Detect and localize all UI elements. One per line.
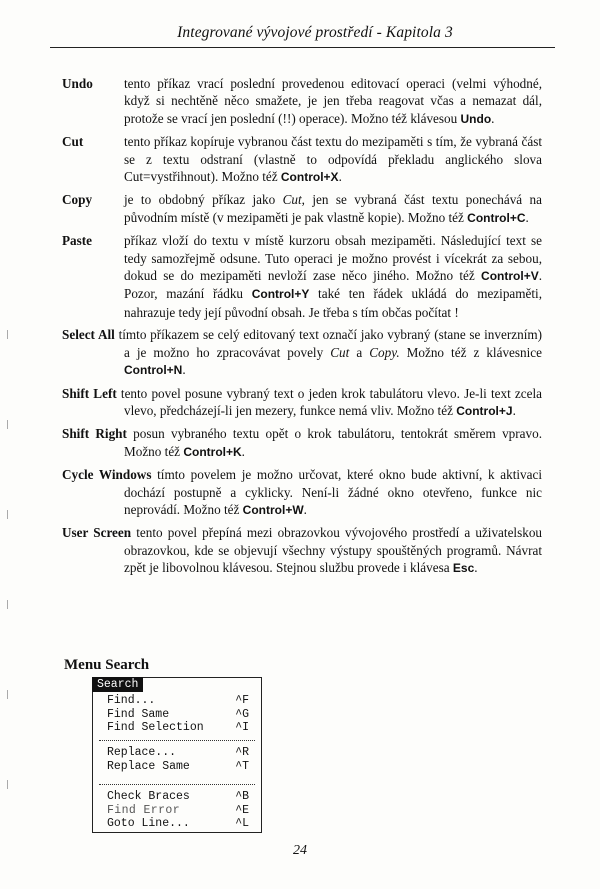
binding-mark bbox=[7, 420, 8, 429]
term-select-all: Select All bbox=[62, 327, 115, 343]
menu-item-check-braces[interactable] bbox=[93, 790, 261, 804]
entry-cut-text bbox=[124, 133, 542, 186]
menu-group-misc bbox=[93, 790, 261, 831]
entry-copy-text bbox=[124, 191, 542, 227]
menu-title: Search bbox=[92, 677, 143, 692]
menu-item-label: Check Braces bbox=[107, 790, 190, 803]
entry-text: tento příkaz vrací poslední provedenou editovací operaci (velmi výhodné, když si nechtěně něco smažete, je jen třeba reagovat včas a nemazat dál, protože se vrací jen poslední (!!) operace). Možno též klávesou bbox=[124, 76, 542, 126]
entry-punct: . bbox=[491, 110, 495, 126]
binding-mark bbox=[7, 510, 8, 519]
entry-copy bbox=[62, 191, 542, 227]
header-rule bbox=[50, 47, 555, 48]
entry-emphasis: Cut bbox=[330, 344, 350, 360]
menu-item-shortcut: ^L bbox=[235, 817, 249, 830]
menu-item-find-error bbox=[93, 804, 261, 818]
key-undo: Undo bbox=[460, 111, 492, 126]
key-control-w: Control+W bbox=[242, 502, 304, 517]
term-cut: Cut bbox=[62, 134, 84, 150]
menu-item-replace-same[interactable] bbox=[93, 760, 261, 774]
key-control-k: Control+K bbox=[183, 444, 242, 459]
key-control-x: Control+X bbox=[280, 170, 339, 185]
menu-separator bbox=[99, 784, 255, 785]
entry-punct: . bbox=[182, 362, 186, 378]
entry-cut bbox=[62, 133, 542, 186]
entry-user-screen bbox=[62, 524, 542, 577]
binding-mark bbox=[7, 330, 8, 339]
key-control-c: Control+C bbox=[467, 210, 526, 225]
entry-shift-left-text bbox=[62, 385, 542, 421]
menu-group-find bbox=[93, 694, 261, 735]
search-menu bbox=[92, 677, 262, 833]
binding-mark bbox=[7, 690, 8, 699]
menu-item-label: Find Same bbox=[107, 707, 170, 721]
entry-punct: . bbox=[474, 560, 478, 576]
term-shift-right: Shift Right bbox=[62, 426, 127, 442]
entry-cycle-windows-text bbox=[62, 466, 542, 519]
menu-item-label: Goto Line... bbox=[107, 817, 190, 830]
entry-shift-right-text bbox=[62, 425, 542, 461]
binding-mark bbox=[7, 780, 8, 789]
entry-paste bbox=[62, 232, 542, 321]
entry-text: tímto příkazem se celý editovaný text označí jako vybraný (stane se inverzním) a je možno ho zpracovávat povely bbox=[114, 327, 543, 360]
entry-punct: . bbox=[525, 209, 529, 225]
entry-text: příkaz vloží do textu v místě kurzoru obsah mezipaměti. Následující text se tedy samozřejmě odsune. Tuto operaci je možno provést i vícekrát za sebou, dokud se do mezipaměti nevloží zase něco jiného. Možno též bbox=[124, 233, 542, 284]
key-esc: Esc bbox=[452, 561, 475, 576]
entry-punct: . bbox=[241, 443, 245, 459]
menu-group-replace bbox=[93, 746, 261, 773]
menu-item-label: Find... bbox=[107, 694, 156, 707]
menu-item-shortcut: ^E bbox=[235, 803, 249, 817]
menu-item-label: Replace... bbox=[107, 746, 177, 759]
menu-item-label: Find Selection bbox=[107, 721, 204, 734]
entry-shift-left bbox=[62, 385, 542, 421]
menu-item-goto-line[interactable] bbox=[93, 817, 261, 831]
menu-item-replace[interactable] bbox=[93, 746, 261, 760]
menu-heading: Menu Search bbox=[64, 657, 150, 673]
entry-emphasis: Copy. bbox=[369, 344, 400, 360]
entry-select-all bbox=[62, 326, 542, 379]
entry-punct: . bbox=[512, 402, 516, 418]
binding-mark bbox=[7, 600, 8, 609]
menu-item-label: Find Error bbox=[107, 803, 181, 817]
menu-item-shortcut: ^I bbox=[235, 721, 249, 734]
entry-text: a bbox=[349, 344, 370, 360]
menu-item-shortcut: ^R bbox=[235, 746, 249, 759]
term-shift-left: Shift Left bbox=[62, 385, 117, 401]
entry-user-screen-text bbox=[62, 524, 542, 577]
key-control-v: Control+V bbox=[481, 269, 539, 284]
entry-text: tímto povelem je možno určovat, které okno bude aktivní, k aktivaci dochází postupně a cyklicky. Není-li žádné okno otevřeno, funkce nic neprovádí. Možno též bbox=[124, 467, 543, 517]
menu-item-shortcut: ^B bbox=[235, 790, 249, 803]
term-copy: Copy bbox=[62, 192, 93, 208]
menu-separator bbox=[99, 740, 255, 741]
entry-punct: . bbox=[338, 169, 342, 185]
entry-text: , jen se vybraná část textu ponechává na původním místě (v mezipaměti je pak vlastně kopie). Možno též bbox=[124, 192, 542, 225]
command-list bbox=[62, 75, 542, 583]
entry-select-all-text bbox=[62, 326, 542, 379]
term-paste: Paste bbox=[62, 233, 93, 249]
term-cycle-windows: Cycle Windows bbox=[62, 467, 152, 483]
menu-item-find-selection[interactable] bbox=[93, 721, 261, 735]
entry-text: posun vybraného textu opět o krok tabulátoru, tentokrát směrem vpravo. Možno též bbox=[124, 426, 542, 459]
entry-paste-text bbox=[124, 232, 542, 321]
entry-text: také ten řádek ukládá do mezipaměti, nahrazuje tedy její původní obsah. Je třeba s tím občas počítat ! bbox=[124, 286, 542, 320]
entry-shift-right bbox=[62, 425, 542, 461]
term-user-screen: User Screen bbox=[62, 525, 132, 541]
menu-item-shortcut: ^F bbox=[235, 694, 249, 707]
entry-undo-text bbox=[124, 75, 542, 128]
menu-item-find-same[interactable] bbox=[93, 708, 261, 722]
menu-item-shortcut: ^G bbox=[235, 707, 249, 721]
entry-text: tento příkaz kopíruje vybranou část textu do mezipaměti s tím, že vybraná část se z textu odstraní (vlastně to odpovídá překladu anglického slova Cut=vystřihnout). Možno též bbox=[124, 134, 542, 185]
entry-emphasis: Cut bbox=[282, 192, 302, 208]
entry-cycle-windows bbox=[62, 466, 542, 519]
key-control-y: Control+Y bbox=[251, 287, 310, 302]
page-number: 24 bbox=[293, 843, 307, 858]
key-control-n: Control+N bbox=[124, 363, 183, 378]
entry-punct: . bbox=[303, 501, 307, 517]
entry-text: Možno též z klávesnice bbox=[399, 344, 542, 360]
entry-text: . Pozor, mazání řádku bbox=[124, 268, 542, 302]
key-control-j: Control+J bbox=[456, 403, 513, 418]
entry-text: tento povel posune vybraný text o jeden krok tabulátoru vlevo. Je-li text zcela vlevo, předcházejí-li jen mezery, funkce nemá vliv. Možno též bbox=[116, 385, 542, 418]
entry-text: tento povel přepíná mezi obrazovkou vývojového prostředí a uživatelskou obrazovkou, kde se objevují všechny výstupy spouštěných programů. Návrat zpět je libovolnou klávesou. Stejnou službu provede i klávesa bbox=[124, 525, 543, 576]
page-header: Integrované vývojové prostředí - Kapitola 3 bbox=[177, 24, 453, 41]
menu-item-shortcut: ^T bbox=[235, 759, 249, 773]
entry-undo bbox=[62, 75, 542, 128]
entry-text: je to obdobný příkaz jako bbox=[124, 192, 283, 208]
menu-item-label: Replace Same bbox=[107, 759, 190, 773]
menu-item-find[interactable] bbox=[93, 694, 261, 708]
term-undo: Undo bbox=[62, 76, 93, 91]
